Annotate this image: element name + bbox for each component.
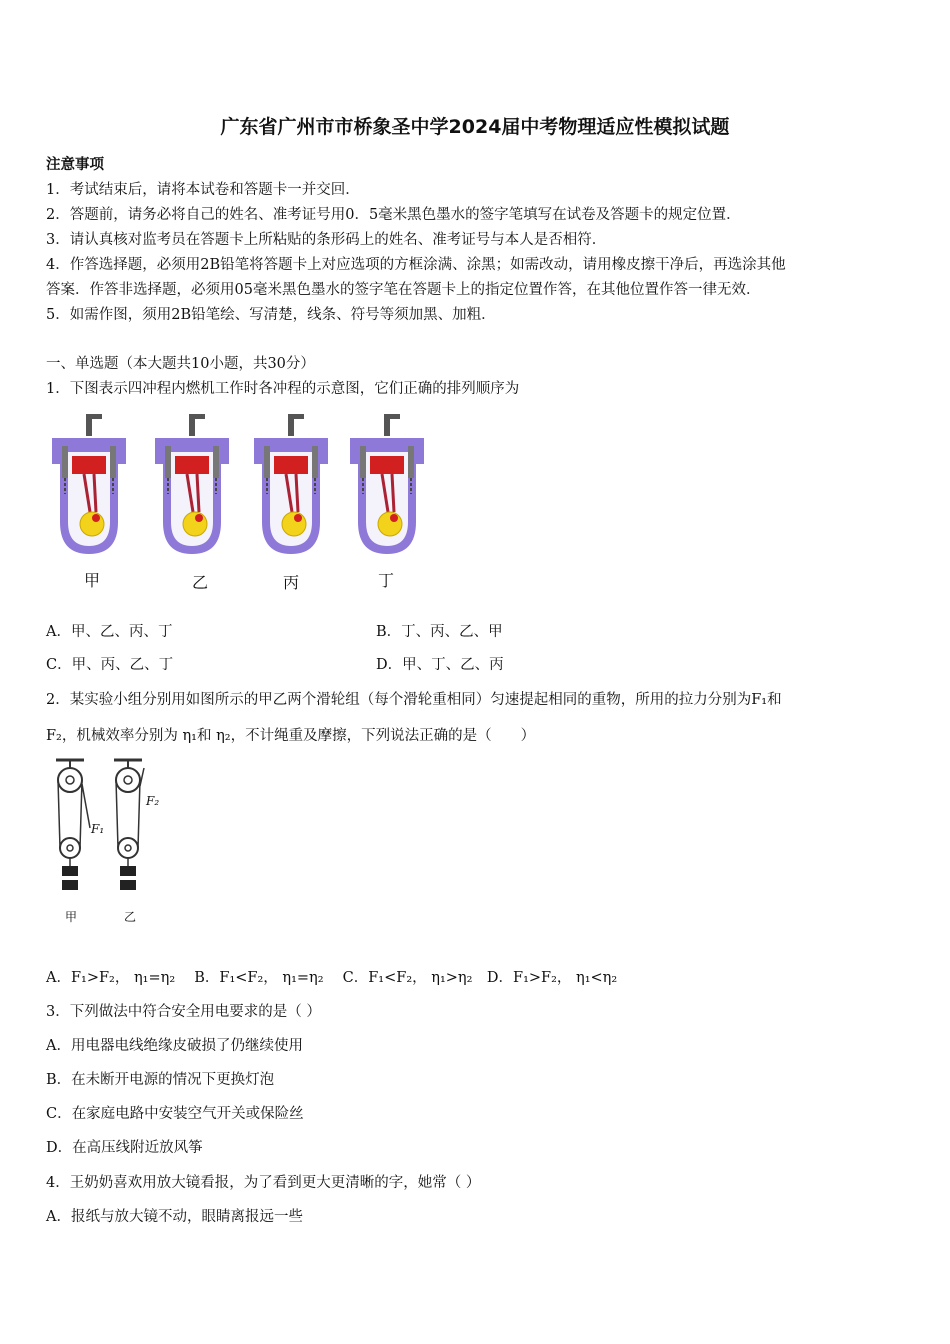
force-label-f2: F₂ bbox=[146, 794, 160, 808]
engine-jia bbox=[52, 414, 126, 554]
engine-label-yi: 乙 bbox=[192, 573, 209, 592]
notice-item-5: 5．如需作图，须用2B铅笔绘、写清楚，线条、符号等须加黑、加粗． bbox=[46, 307, 496, 323]
q2-options: A．F₁>F₂， η₁=η₂ B．F₁<F₂， η₁=η₂ C．F₁<F₂， η₁>η₂ D．F₁>F₂， η₁<η₂ bbox=[46, 970, 618, 986]
engine-ding bbox=[350, 414, 424, 554]
pulley-system-yi bbox=[114, 760, 144, 890]
engine-bing bbox=[254, 414, 328, 554]
engine-label-bing: 丙 bbox=[283, 573, 300, 592]
pulley-system-jia bbox=[56, 760, 90, 890]
notice-item-4: 4．作答选择题，必须用2B铅笔将答题卡上对应选项的方框涂满、涂黑；如需改动，请用橡皮擦干净后，再选涂其他 bbox=[46, 257, 786, 273]
q4-stem: 4．王奶奶喜欢用放大镜看报，为了看到更大更清晰的字，她常（ ） bbox=[46, 1175, 481, 1191]
q3-option-c: C．在家庭电路中安装空气开关或保险丝 bbox=[46, 1106, 304, 1122]
q1-option-c: C．甲、丙、乙、丁 bbox=[46, 657, 174, 673]
engine-yi bbox=[155, 414, 229, 554]
page-title: 广东省广州市市桥象圣中学2024届中考物理适应性模拟试题 bbox=[220, 116, 730, 138]
q1-option-d: D．甲、丁、乙、丙 bbox=[376, 657, 504, 673]
pulley-label-yi: 乙 bbox=[124, 910, 137, 924]
pulley-diagram bbox=[44, 756, 174, 906]
pulley-label-jia: 甲 bbox=[65, 910, 78, 924]
notice-item-2: 2．答题前，请务必将自己的姓名、准考证号用0．5毫米黑色墨水的签字笔填写在试卷及答题卡的规定位置． bbox=[46, 207, 741, 223]
engine-label-ding: 丁 bbox=[378, 571, 395, 590]
q3-stem: 3．下列做法中符合安全用电要求的是（ ） bbox=[46, 1004, 321, 1020]
notice-heading: 注意事项 bbox=[46, 156, 104, 173]
q2-stem-line2: F₂，机械效率分别为 η₁和 η₂，不计绳重及摩擦，下列说法正确的是（ ） bbox=[46, 728, 536, 744]
q2-stem-line1: 2．某实验小组分别用如图所示的甲乙两个滑轮组（每个滑轮重相同）匀速提起相同的重物，所用的拉力分别为F₁和 bbox=[46, 692, 782, 708]
notice-item-1: 1．考试结束后，请将本试卷和答题卡一并交回． bbox=[46, 182, 360, 198]
q3-option-b: B．在未断开电源的情况下更换灯泡 bbox=[46, 1072, 275, 1088]
q3-option-a: A．用电器电线绝缘皮破损了仍继续使用 bbox=[46, 1038, 303, 1054]
q1-stem: 1．下图表示四冲程内燃机工作时各冲程的示意图，它们正确的排列顺序为 bbox=[46, 381, 520, 397]
q4-option-a: A．报纸与放大镜不动，眼睛离报远一些 bbox=[46, 1209, 303, 1225]
engine-diagram bbox=[44, 412, 444, 562]
q3-option-d: D．在高压线附近放风筝 bbox=[46, 1140, 203, 1156]
section-heading: 一、单选题（本大题共10小题，共30分） bbox=[46, 356, 315, 372]
engine-label-jia: 甲 bbox=[84, 571, 101, 590]
q1-option-a: A．甲、乙、丙、丁 bbox=[46, 624, 173, 640]
force-label-f1: F₁ bbox=[91, 822, 105, 836]
notice-item-3: 3．请认真核对监考员在答题卡上所粘贴的条形码上的姓名、准考证号与本人是否相符． bbox=[46, 232, 607, 248]
notice-item-4-cont: 答案．作答非选择题，必须用05毫米黑色墨水的签字笔在答题卡上的指定位置作答，在其他位置作答一律无效． bbox=[46, 282, 761, 298]
q1-option-b: B．丁、丙、乙、甲 bbox=[376, 624, 503, 640]
